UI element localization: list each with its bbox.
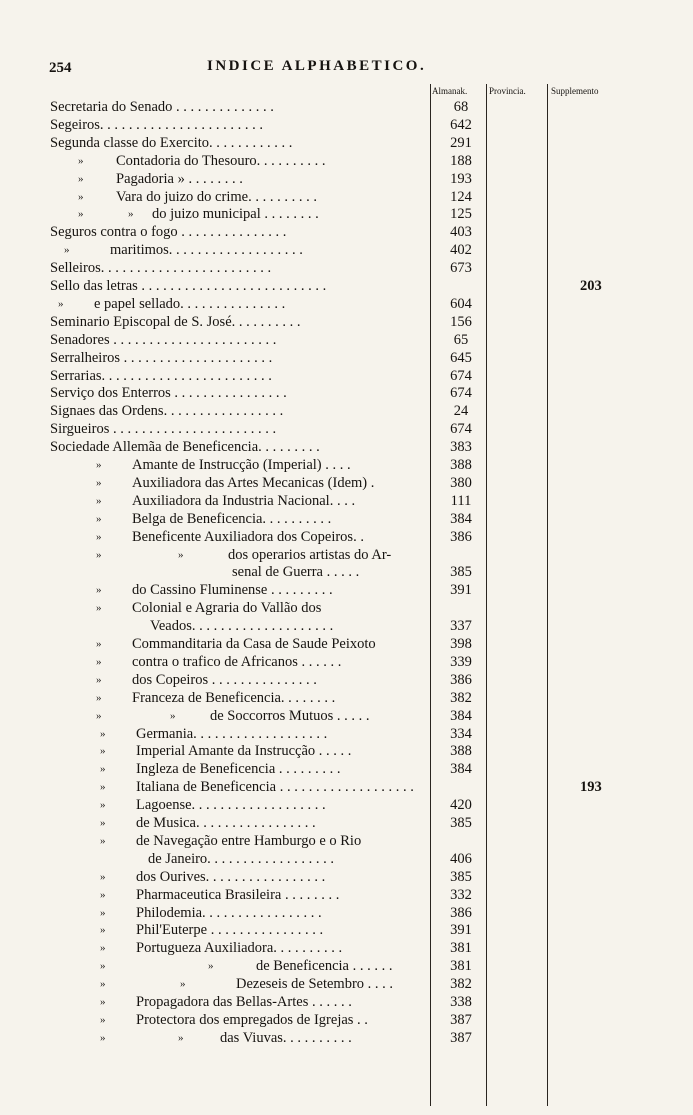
ditto-mark: » (96, 584, 102, 597)
column-header-provincia: Provincia. (489, 86, 526, 96)
ditto-mark: » (100, 763, 106, 776)
index-entry (0, 815, 693, 832)
almanak-page-number: 674 (450, 367, 472, 384)
index-entry (0, 905, 693, 922)
almanak-page-number: 24 (453, 403, 469, 420)
index-entry (0, 189, 693, 206)
entry-label: Contadoria do Thesouro. . . . . . . . . . (116, 152, 326, 169)
entry-label: dos Ourives. . . . . . . . . . . . . . . . . (136, 868, 326, 885)
almanak-page-number: 402 (450, 242, 472, 259)
ditto-mark: » (96, 673, 102, 686)
index-entry (0, 224, 693, 241)
ditto-mark: » (100, 1013, 106, 1026)
page-title: INDICE ALPHABETICO. (207, 58, 427, 74)
entry-label: do Cassino Fluminense . . . . . . . . . (132, 582, 333, 599)
index-entry (0, 994, 693, 1011)
entry-label: de Navegação entre Hamburgo e o Rio (136, 832, 362, 849)
index-entry (0, 779, 693, 796)
almanak-page-number: 385 (450, 815, 472, 831)
entry-label: Serralheiros . . . . . . . . . . . . . . . . . . . . . (50, 349, 273, 366)
ditto-mark: » (96, 638, 102, 650)
entry-label: Amante de Instrucção (Imperial) . . . . (132, 457, 351, 473)
entry-label: Italiana de Beneficencia . . . . . . . . . . . . . . . . . . . (136, 779, 414, 796)
index-entry (0, 833, 693, 850)
entry-label: Auxiliadora da Industria Nacional. . . . (132, 492, 356, 509)
index-entry (0, 529, 693, 546)
ditto-mark: » (100, 996, 106, 1008)
almanak-page-number: 385 (450, 564, 472, 581)
almanak-page-number: 388 (450, 743, 472, 760)
entry-label: Dezeseis de Setembro . . . . (236, 976, 394, 993)
index-entry (0, 761, 693, 778)
almanak-page-number: 384 (450, 761, 472, 778)
index-entry (0, 797, 693, 814)
index-entry (0, 260, 693, 277)
ditto-mark: » (100, 942, 106, 955)
almanak-page-number: 386 (450, 528, 472, 545)
entry-label: Segunda classe do Exercito. . . . . . . . . . . . (50, 134, 293, 151)
ditto-mark: » (100, 817, 106, 829)
index-entry (0, 564, 693, 581)
index-entry (0, 1030, 693, 1047)
almanak-page-number: 111 (450, 492, 472, 509)
entry-label: Sociedade Allemãa de Beneficencia. . . . . . . . . (50, 439, 320, 456)
ditto-mark: » (178, 1031, 184, 1044)
index-entry (0, 654, 693, 671)
index-entry (0, 314, 693, 331)
index-entry (0, 135, 693, 152)
entry-label: Seminario Episcopal de S. José. . . . . . . . . . (50, 313, 301, 330)
ditto-mark: » (100, 888, 106, 901)
index-entry (0, 439, 693, 456)
almanak-page-number: 387 (450, 1011, 472, 1028)
ditto-mark: » (100, 781, 106, 794)
index-entry (0, 726, 693, 743)
index-entry (0, 582, 693, 599)
index-entry (0, 350, 693, 367)
index-entry (0, 421, 693, 438)
entry-label: Phil'Euterpe . . . . . . . . . . . . . . . . (136, 922, 324, 939)
index-entry (0, 296, 693, 313)
almanak-page-number: 332 (450, 886, 472, 903)
almanak-page-number: 673 (450, 260, 472, 277)
almanak-page-number: 386 (450, 904, 472, 921)
index-entry (0, 940, 693, 957)
column-header-almanak: Almanak. (432, 86, 468, 96)
ditto-mark: » (64, 244, 70, 257)
index-entry (0, 153, 693, 170)
index-entry (0, 278, 693, 295)
index-entry (0, 457, 693, 474)
ditto-mark: » (100, 924, 106, 937)
almanak-page-number: 387 (450, 1029, 472, 1046)
index-entry (0, 511, 693, 528)
entry-label: Seguros contra o fogo . . . . . . . . . . . . . . . (50, 224, 287, 241)
ditto-mark: » (128, 208, 134, 221)
index-entry (0, 618, 693, 635)
almanak-page-number: 391 (450, 582, 472, 599)
entry-label: Colonial e Agraria do Vallão dos (132, 600, 322, 617)
page-number: 254 (49, 60, 72, 76)
entry-label: de Soccorros Mutuos . . . . . (210, 707, 370, 724)
index-entry (0, 672, 693, 689)
entry-label: Imperial Amante da Instrucção . . . . . (136, 743, 352, 760)
almanak-page-number: 382 (450, 689, 472, 706)
entry-label: Portugueza Auxiliadora. . . . . . . . . . (136, 940, 343, 957)
entry-label: Sirgueiros . . . . . . . . . . . . . . . . . . . . . . . (50, 421, 277, 438)
supplemento-page-number: 193 (580, 779, 602, 796)
entry-label: maritimos. . . . . . . . . . . . . . . . . . . (110, 242, 303, 259)
entry-label: Serrarias. . . . . . . . . . . . . . . . . . . . . . . . (50, 367, 272, 384)
almanak-page-number: 337 (450, 618, 472, 635)
almanak-page-number: 68 (453, 99, 469, 115)
entry-label: Pharmaceutica Brasileira . . . . . . . . (136, 886, 340, 903)
index-entry (0, 690, 693, 707)
index-entry (0, 922, 693, 939)
index-entry (0, 368, 693, 385)
ditto-mark: » (96, 530, 102, 543)
ditto-mark: » (100, 727, 106, 740)
entry-label: Philodemia. . . . . . . . . . . . . . . . . (136, 904, 322, 921)
index-entry (0, 636, 693, 653)
index-entry (0, 1012, 693, 1029)
column-header-supplemento: Supplemento (551, 86, 599, 96)
ditto-mark: » (100, 1031, 106, 1044)
index-entry (0, 385, 693, 402)
entry-label: de Beneficencia . . . . . . (256, 958, 393, 975)
entry-label: Protectora dos empregados de Igrejas . . (136, 1011, 368, 1028)
ditto-mark: » (170, 709, 176, 722)
entry-label: dos operarios artistas do Ar- (228, 546, 392, 563)
entry-label: Sello das letras . . . . . . . . . . . . . . . . . . . . . . . . . . (50, 278, 327, 294)
entry-label: Germania. . . . . . . . . . . . . . . . . . . (136, 725, 328, 742)
index-entry (0, 171, 693, 188)
ditto-mark: » (100, 906, 106, 919)
ditto-mark: » (180, 978, 186, 991)
ditto-mark: » (96, 494, 102, 507)
index-entry (0, 743, 693, 760)
entry-label: Beneficente Auxiliadora dos Copeiros. . (132, 528, 364, 545)
entry-label: Propagadora das Bellas-Artes . . . . . . (136, 994, 352, 1010)
ditto-mark: » (96, 512, 102, 525)
index-entry (0, 600, 693, 617)
ditto-mark: » (96, 655, 102, 668)
index-entry (0, 851, 693, 868)
index-entry (0, 332, 693, 349)
almanak-page-number: 380 (450, 474, 472, 491)
index-entry (0, 475, 693, 492)
almanak-page-number: 193 (450, 170, 472, 187)
ditto-mark: » (78, 172, 84, 185)
entry-label: Segeiros. . . . . . . . . . . . . . . . . . . . . . . (50, 116, 264, 133)
entry-label: Vara do juizo do crime. . . . . . . . . . (116, 188, 317, 205)
almanak-page-number: 291 (450, 134, 472, 151)
index-entry (0, 869, 693, 886)
entry-label: Senadores . . . . . . . . . . . . . . . . . . . . . . . (50, 331, 277, 348)
entry-label: Auxiliadora das Artes Mecanicas (Idem) . (132, 474, 375, 491)
index-entry (0, 403, 693, 420)
almanak-page-number: 384 (450, 707, 472, 724)
ditto-mark: » (100, 978, 106, 991)
ditto-mark: » (96, 459, 102, 471)
ditto-mark: » (96, 476, 102, 489)
ditto-mark: » (96, 548, 102, 561)
index-entry (0, 206, 693, 223)
almanak-page-number: 338 (450, 994, 472, 1010)
ditto-mark: » (58, 297, 64, 310)
almanak-page-number: 674 (450, 421, 472, 438)
almanak-page-number: 386 (450, 671, 472, 688)
entry-label: dos Copeiros . . . . . . . . . . . . . . . (132, 671, 317, 688)
almanak-page-number: 674 (450, 385, 472, 402)
entry-label: do juizo municipal . . . . . . . . (152, 206, 319, 223)
index-entry (0, 242, 693, 259)
entry-label: Signaes das Ordens. . . . . . . . . . . . . . . . . (50, 403, 284, 420)
ditto-mark: » (96, 709, 102, 722)
ditto-mark: » (78, 208, 84, 221)
entry-label: Serviço dos Enterros . . . . . . . . . . . . . . . . (50, 385, 287, 402)
entry-label: de Musica. . . . . . . . . . . . . . . . . (136, 815, 316, 831)
almanak-page-number: 604 (450, 295, 472, 312)
entry-label: de Janeiro. . . . . . . . . . . . . . . . . . (148, 850, 335, 867)
almanak-page-number: 398 (450, 636, 472, 652)
entry-label: Ingleza de Beneficencia . . . . . . . . . (136, 761, 341, 778)
index-entry (0, 887, 693, 904)
almanak-page-number: 156 (450, 313, 472, 330)
almanak-page-number: 381 (450, 958, 472, 975)
almanak-page-number: 65 (453, 331, 469, 348)
ditto-mark: » (96, 602, 102, 615)
almanak-page-number: 382 (450, 976, 472, 993)
index-entry (0, 493, 693, 510)
almanak-page-number: 403 (450, 224, 472, 241)
entry-label: Belga de Beneficencia. . . . . . . . . . (132, 510, 332, 527)
entry-label: Lagoense. . . . . . . . . . . . . . . . . . . (136, 797, 326, 814)
almanak-page-number: 339 (450, 653, 472, 670)
entry-label: contra o trafico de Africanos . . . . . . (132, 653, 342, 670)
index-entry (0, 708, 693, 725)
ditto-mark: » (96, 691, 102, 704)
ditto-mark: » (100, 960, 106, 973)
almanak-page-number: 124 (450, 188, 472, 205)
supplemento-page-number: 203 (580, 278, 602, 294)
ditto-mark: » (100, 799, 106, 812)
almanak-page-number: 420 (450, 797, 472, 814)
ditto-mark: » (100, 870, 106, 883)
entry-label: Secretaria do Senado . . . . . . . . . . . . . . (50, 99, 274, 115)
almanak-page-number: 383 (450, 439, 472, 456)
index-entry (0, 117, 693, 134)
almanak-page-number: 384 (450, 510, 472, 527)
entry-label: senal de Guerra . . . . . (232, 564, 360, 581)
almanak-page-number: 642 (450, 116, 472, 133)
index-entry (0, 547, 693, 564)
index-entry (0, 976, 693, 993)
entry-label: Pagadoria » . . . . . . . . (116, 170, 243, 187)
ditto-mark: » (178, 548, 184, 561)
ditto-mark: » (78, 154, 84, 167)
entry-label: Selleiros. . . . . . . . . . . . . . . . . . . . . . . . (50, 260, 272, 277)
almanak-page-number: 391 (450, 922, 472, 939)
almanak-page-number: 188 (450, 152, 472, 169)
ditto-mark: » (78, 190, 84, 203)
ditto-mark: » (100, 745, 106, 758)
almanak-page-number: 406 (450, 850, 472, 867)
almanak-page-number: 645 (450, 349, 472, 366)
index-entry (0, 99, 693, 116)
entry-label: Franceza de Beneficencia. . . . . . . . (132, 689, 336, 706)
almanak-page-number: 381 (450, 940, 472, 957)
entry-label: e papel sellado. . . . . . . . . . . . . . . (94, 295, 286, 312)
almanak-page-number: 385 (450, 868, 472, 885)
entry-label: Commanditaria da Casa de Saude Peixoto (132, 636, 376, 652)
almanak-page-number: 125 (450, 206, 472, 223)
index-entry (0, 958, 693, 975)
entry-label: Veados. . . . . . . . . . . . . . . . . . . . (150, 618, 334, 635)
almanak-page-number: 334 (450, 725, 472, 742)
ditto-mark: » (100, 834, 106, 847)
ditto-mark: » (208, 960, 214, 973)
almanak-page-number: 388 (450, 457, 472, 473)
entry-label: das Viuvas. . . . . . . . . . (220, 1029, 352, 1046)
